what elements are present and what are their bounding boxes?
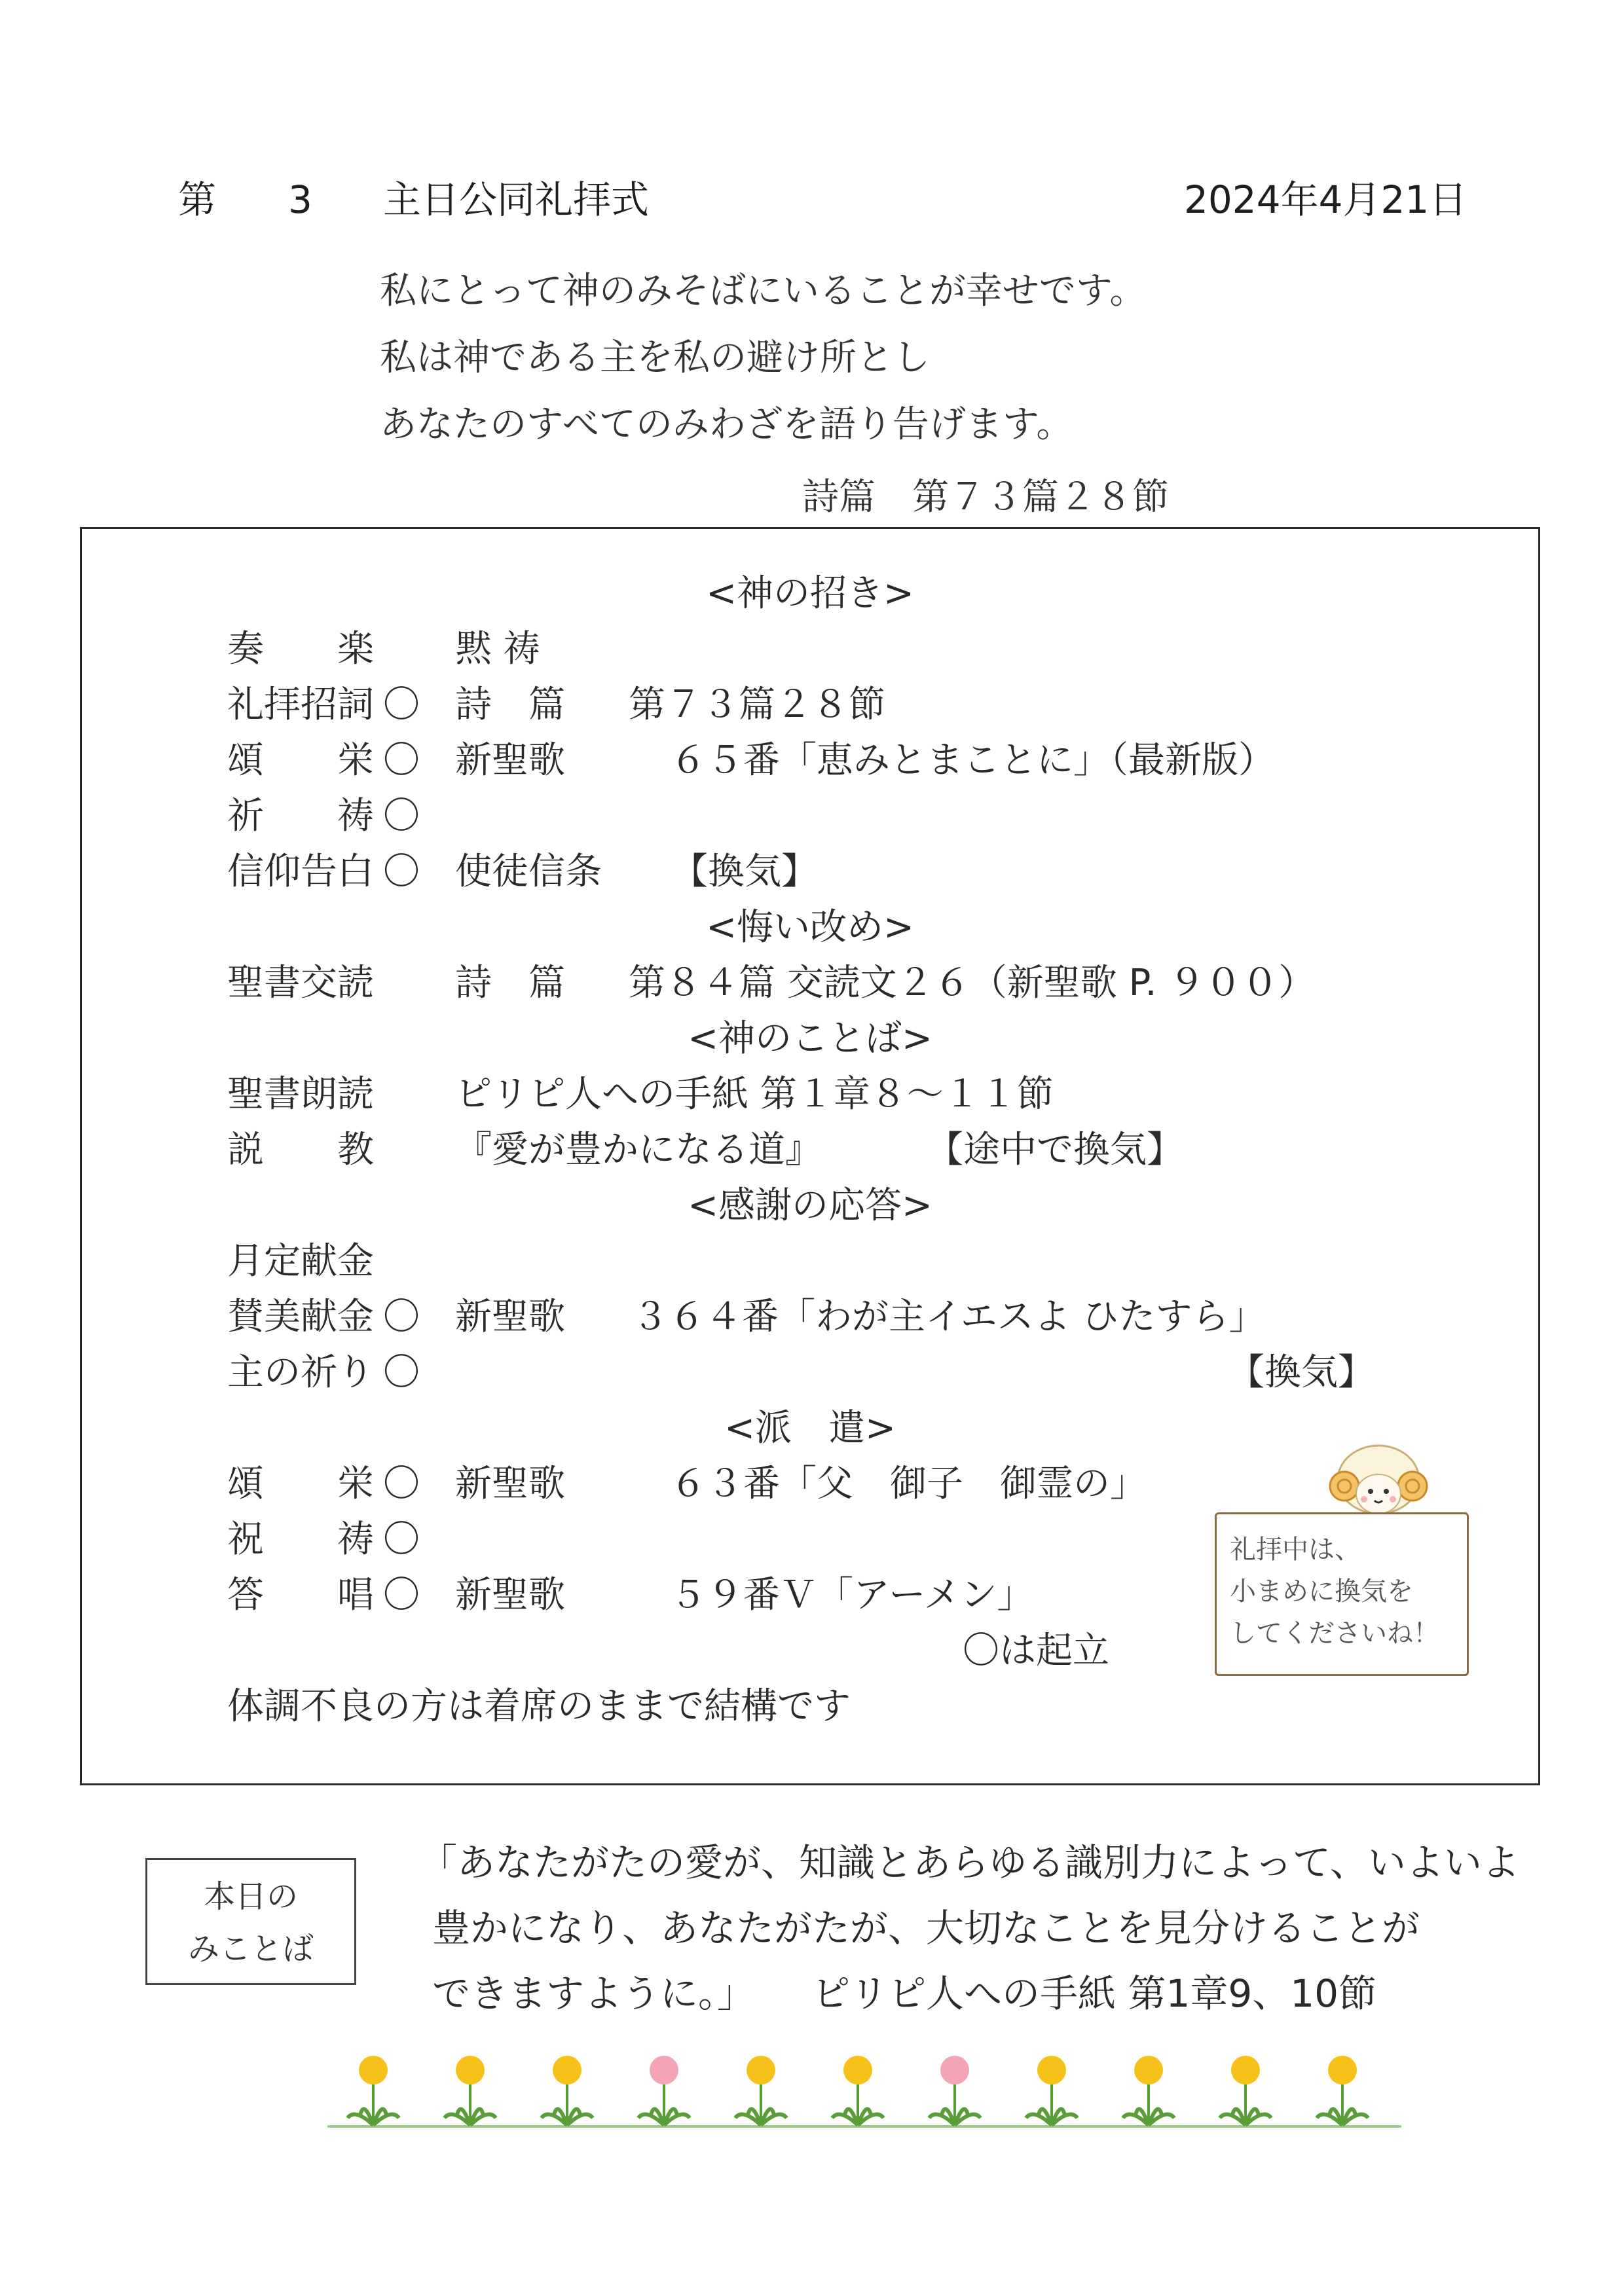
todays-word-line: 「あなたがたの愛が、知識とあらゆる識別力によって、いよいよ [419,1840,1520,1885]
dandelion-icon [1317,2056,1368,2125]
dandelion-icon [1123,2056,1174,2125]
section-heading: <派 遣> [724,1407,896,1449]
program-row [82,683,1538,727]
item-label: 答 唱 [227,1574,374,1616]
theme-verse-line: あなたのすべてのみわざを語り告げます。 [380,403,1073,446]
item-detail: ６３番「父 御子 御霊の」 [670,1463,1147,1505]
notice-line: 礼拝中は、 [1230,1535,1361,1565]
service-date: 2024年4月21日 [1184,177,1467,222]
dandelion-icon [929,2056,980,2125]
item-detail: ６５番「恵みとまことに」（最新版） [670,739,1275,782]
section-heading: <悔い改め> [706,906,914,949]
program-row [82,1295,1538,1339]
todays-word-label [145,1858,356,1985]
item-main: 詩 篇 [455,962,565,1004]
program-row [82,794,1538,839]
service-number: 3 [288,177,312,222]
program-row [82,1128,1538,1173]
ventilation-note: 【換気】 [1228,1351,1375,1394]
standing-mark: 〇 [383,850,420,893]
standing-mark: 〇 [383,1518,420,1561]
item-main: 詩 篇 [455,683,565,726]
standing-mark: 〇 [383,1351,420,1394]
item-label: 祝 祷 [227,1518,374,1561]
item-label: 聖書交読 [227,962,374,1004]
item-label: 説 教 [227,1129,374,1171]
item-label: 主の祈り [227,1351,374,1394]
standing-legend: 〇は起立 [963,1630,1109,1672]
todays-word-line: できますように。」 ピリピ人への手紙 第1章9、10節 [432,1971,1377,2016]
item-label: 賛美献金 [227,1296,374,1338]
service-name: 主日公同礼拝式 [383,177,650,222]
item-detail: 第７３篇２８節 [629,683,885,726]
item-main: 新聖歌 [455,739,565,782]
program-row [82,1685,1538,1729]
item-detail: ３６４番「わが主イエスよ ひたすら」 [632,1296,1266,1338]
item-main: 黙 祷 [455,628,540,670]
item-detail: ５９番Ｖ「アーメン」 [670,1574,1034,1616]
standing-mark: 〇 [383,795,420,837]
item-label: 頌 栄 [227,739,374,782]
sheep-icon [1313,1434,1444,1525]
dandelion-border [327,2049,1401,2134]
label-line: みことば [187,1931,314,1967]
item-main: 新聖歌 [455,1463,565,1505]
ventilation-note: 【途中で換気】 [927,1129,1183,1171]
theme-verse-line: 私にとって神のみそばにいることが幸せです。 [380,270,1147,312]
section-heading: <神のことば> [688,1017,932,1060]
item-label: 頌 栄 [227,1463,374,1505]
dandelion-icon [445,2056,496,2125]
item-label: 礼拝招詞 [227,683,374,726]
dandelion-icon [542,2056,593,2125]
theme-verse-line: 私は神である主を私の避け所とし [380,337,930,379]
item-main: ピリピ人への手紙 第１章８～１１節 [455,1073,1054,1116]
ventilation-note: 【換気】 [671,850,818,893]
program-row [82,1351,1538,1395]
program-row [82,627,1538,672]
health-note: 体調不良の方は着席のままで結構です [227,1685,851,1728]
theme-verse-reference: 詩篇 第７３篇２８節 [802,476,1169,519]
service-number-label: 第 [178,177,217,222]
notice-line: 小まめに換気を [1230,1576,1413,1607]
standing-mark: 〇 [383,683,420,726]
program-row [82,1239,1538,1284]
label-line: 本日の [203,1878,298,1915]
standing-mark: 〇 [383,739,420,782]
program-row [82,961,1538,1006]
dandelion-icon [832,2056,883,2125]
notice-line: してくださいね！ [1230,1618,1439,1649]
item-label: 月定献金 [227,1240,374,1283]
ventilation-notice [1215,1512,1469,1676]
dandelion-icon [348,2056,399,2125]
todays-word-line: 豊かになり、あなたがたが、大切なことを見分けることが [432,1906,1420,1950]
item-label: 奏 楽 [227,628,374,670]
dandelion-icon [1026,2056,1077,2125]
program-row [82,850,1538,894]
item-main: 新聖歌 [455,1574,565,1616]
section-heading: <神の招き> [706,572,914,615]
item-label: 聖書朗読 [227,1073,374,1116]
sermon-title: 『愛が豊かになる道』 [455,1129,822,1171]
standing-mark: 〇 [383,1296,420,1338]
program-row [82,1072,1538,1117]
standing-mark: 〇 [383,1463,420,1505]
item-label: 祈 祷 [227,795,374,837]
dandelion-icon [638,2056,690,2125]
item-main: 使徒信条 [455,850,602,893]
dandelion-icon [1220,2056,1271,2125]
program-row [82,738,1538,783]
item-main: 新聖歌 [455,1296,565,1338]
item-detail: 第８４篇 交読文２６（新聖歌 P. ９００） [629,962,1316,1004]
dandelion-icon [735,2056,786,2125]
section-heading: <感謝の応答> [688,1184,932,1227]
standing-mark: 〇 [383,1574,420,1616]
item-label: 信仰告白 [227,850,374,893]
